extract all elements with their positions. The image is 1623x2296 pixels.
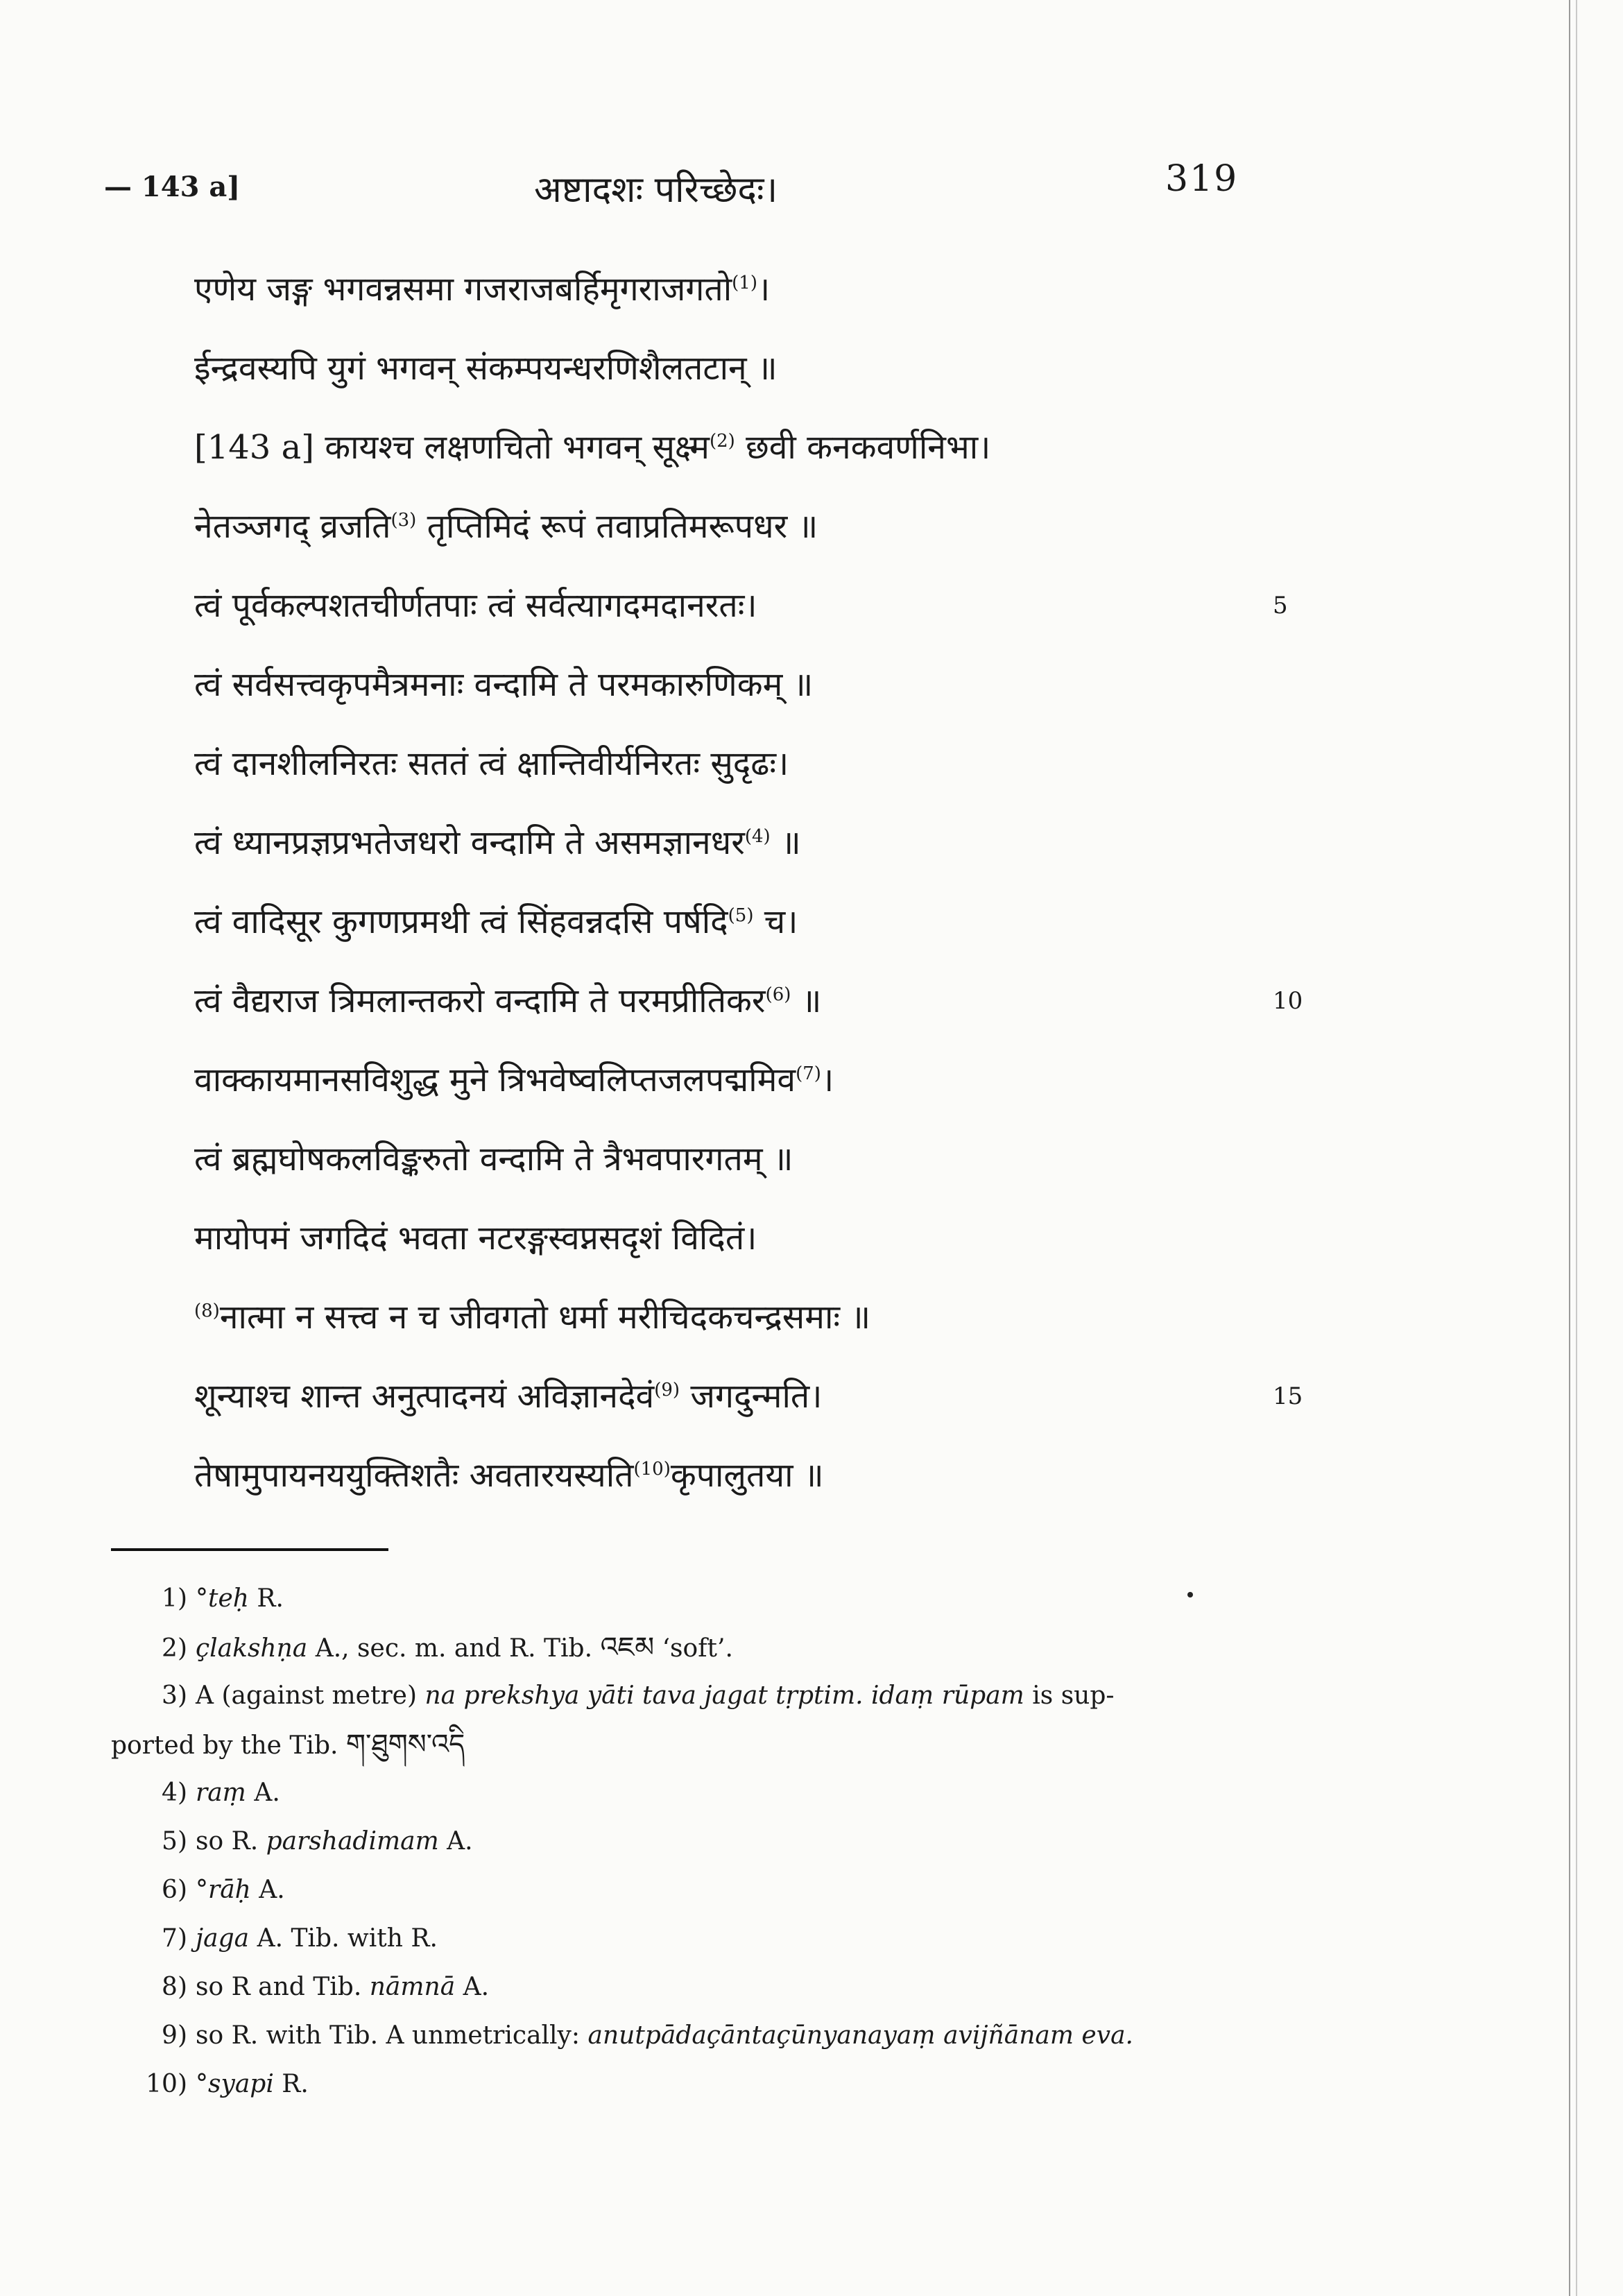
verse-text-tail: ॥ (791, 982, 822, 1020)
footnote-marker: (5) (728, 905, 754, 926)
footnote-marker: (10) (633, 1459, 671, 1480)
verse-text: त्वं पूर्वकल्पशतचीर्णतपाः त्वं सर्वत्यागदमदानरतः। (194, 586, 757, 625)
footnote (111, 1914, 1290, 1963)
footnote-text: parshadimam (266, 1827, 439, 1856)
footnote-text: so R. (196, 1827, 266, 1856)
verse-text: [143 a] कायश्च लक्षणचितो भगवन् सूक्ष्म (194, 428, 710, 467)
page-number: 319 (1165, 158, 1239, 200)
line-number: 10 (1273, 987, 1303, 1015)
footnote (111, 1575, 1290, 1623)
footnote-text: R. (248, 1584, 284, 1613)
line-number: 15 (1273, 1382, 1303, 1410)
footnote-rule (111, 1548, 388, 1551)
footnote-text: °syapi (196, 2070, 274, 2098)
verse-text-tail: कृपालुतया ॥ (670, 1456, 824, 1495)
footnote-text: A., sec. m. and R. Tib. (307, 1634, 601, 1663)
footnote-text: jaga (196, 1924, 250, 1953)
footnote-number: 3) (162, 1681, 187, 1710)
verse-text: त्वं वादिसूर कुगणप्रमथी त्वं सिंहवन्नदसि पर्षदि (194, 902, 728, 941)
chapter-title: अष्टादशः परिच्छेदः। (534, 169, 778, 211)
verse-text: नात्मा न सत्त्व न च जीवगतो धर्मा मरीचिदकचन्द्रसमाः ॥ (219, 1298, 871, 1337)
footnote-marker: (2) (709, 431, 735, 452)
footnote (111, 1963, 1290, 2012)
footnote-marker: (3) (390, 510, 417, 531)
footnote (111, 2060, 1290, 2109)
verse-text: वाक्कायमानसविशुद्ध मुने त्रिभवेष्वलिप्तजलपद्ममिव (194, 1061, 796, 1099)
verse-text-tail: जगदुन्मति। (680, 1377, 823, 1416)
verse-block (194, 250, 1373, 1515)
line-number: 5 (1273, 592, 1288, 619)
footnote-number: 8) (162, 1973, 187, 2001)
footnote-number: 4) (162, 1779, 187, 1807)
verse-line (194, 408, 1373, 487)
verse-line (194, 1199, 1373, 1278)
footnote-text: so R and Tib. (196, 1973, 370, 2001)
footnote-marker: (1) (732, 273, 757, 293)
footnote-number: 7) (162, 1924, 187, 1953)
footnote-marker: (7) (796, 1063, 821, 1084)
footnote (111, 1623, 1290, 1672)
footnote-text: °rāḥ (196, 1876, 251, 1904)
footnotes (111, 1575, 1290, 2109)
footnote-marker: (9) (654, 1380, 680, 1400)
verse-line (194, 1120, 1373, 1199)
footnote-marker: (6) (765, 984, 791, 1005)
footnote-text: anutpādaçāntaçūnyanayaṃ avijñānam eva. (587, 2021, 1133, 2050)
verse-line (194, 724, 1373, 803)
footnote-text: འཇམ (600, 1631, 655, 1663)
verse-text-tail: छवी कनकवर्णनिभा। (735, 428, 991, 467)
verse-text: त्वं ध्यानप्रज्ञप्रभतेजधरो वन्दामि ते असमज्ञानधर (194, 823, 745, 862)
footnote-text: so R. with Tib. A unmetrically: (196, 2021, 588, 2050)
footnote-text: nāmnā (369, 1973, 456, 2001)
folio-reference: — 143 a] (104, 171, 241, 203)
footnote-number: 1) (162, 1584, 187, 1613)
verse-line (194, 1040, 1373, 1120)
footnote (111, 1672, 1290, 1720)
verse-text: मायोपमं जगदिदं भवता नटरङ्गस्वप्नसदृशं विदितं। (194, 1219, 757, 1258)
footnote-number: 5) (162, 1827, 187, 1856)
verse-line (194, 1436, 1373, 1515)
footnote-text: çlakshṇa (196, 1634, 308, 1663)
verse-line (194, 961, 1373, 1040)
verse-line (194, 329, 1373, 408)
footnote (111, 2012, 1290, 2060)
footnote (111, 1817, 1290, 1866)
footnote (111, 1866, 1290, 1914)
verse-text: त्वं सर्वसत्त्वकृपमैत्रमनाः वन्दामि ते परमकारुणिकम् ॥ (194, 665, 814, 704)
verse-line (194, 1278, 1373, 1357)
footnote-text: raṃ (196, 1779, 246, 1807)
verse-text: ईन्द्रवस्यपि युगं भगवन् संकम्पयन्धरणिशैलतटान् ॥ (194, 349, 778, 388)
footnote-number: 9) (162, 2021, 187, 2050)
verse-line (194, 250, 1373, 329)
page-edge-line (1576, 0, 1577, 2296)
verse-text: त्वं दानशीलनिरतः सततं त्वं क्षान्तिवीर्यनिरतः सुदृढः। (194, 744, 789, 783)
verse-line (194, 1357, 1373, 1436)
verse-text-tail: । (757, 270, 771, 309)
footnote-text: ‘soft’. (654, 1634, 733, 1663)
page-header (104, 158, 1248, 214)
footnote-text: A. Tib. with R. (249, 1924, 438, 1953)
footnote-text: A. (438, 1827, 473, 1856)
footnote-marker: (4) (744, 826, 771, 847)
footnote-number: 6) (162, 1876, 187, 1904)
footnote-text: A. (246, 1779, 280, 1807)
verse-text-tail: च। (753, 902, 798, 941)
verse-line (194, 566, 1373, 645)
footnote-text: ported by the Tib. (111, 1731, 346, 1760)
verse-text: शून्याश्च शान्त अनुत्पादनयं अविज्ञानदेवं (194, 1377, 655, 1416)
footnote-text: is sup- (1024, 1681, 1115, 1710)
verse-text-tail: । (821, 1061, 834, 1099)
verse-text: त्वं ब्रह्मघोषकलविङ्करुतो वन्दामि ते त्रैभवपारगतम् ॥ (194, 1140, 793, 1179)
footnote-number: 2) (162, 1634, 187, 1663)
footnote-number: 10) (146, 2070, 187, 2098)
footnote (111, 1720, 1290, 1769)
footnote-text: R. (273, 2070, 309, 2098)
verse-text-tail: तृप्तिमिदं रूपं तवाप्रतिमरूपधर ॥ (416, 507, 818, 546)
footnote (111, 1769, 1290, 1817)
footnote-text: ག་ཐུགས་འདི (345, 1729, 465, 1760)
verse-line (194, 803, 1373, 882)
footnote-marker: (8) (194, 1301, 220, 1321)
page-edge-line (1569, 0, 1570, 2296)
footnote-text: A. (455, 1973, 490, 2001)
verse-text-tail: ॥ (770, 823, 801, 862)
verse-text: तेषामुपायनययुक्तिशतैः अवतारयस्यति (194, 1456, 634, 1495)
verse-text: त्वं वैद्यराज त्रिमलान्तकरो वन्दामि ते परमप्रीतिकर (194, 982, 766, 1020)
footnote-text: na prekshya yāti tava jagat tṛptim. idaṃ rūpam (424, 1681, 1024, 1710)
verse-text: नेतञ्जगद् व्रजति (194, 507, 391, 546)
verse-text: एणेय जङ्ग भगवन्नसमा गजराजबर्हिमृगराजगतो (194, 270, 732, 309)
verse-line (194, 487, 1373, 566)
verse-line (194, 645, 1373, 724)
verse-line (194, 882, 1373, 961)
footnote-text: A (against metre) (196, 1681, 425, 1710)
footnote-text: A. (250, 1876, 285, 1904)
footnote-text: °teḥ (196, 1584, 249, 1613)
